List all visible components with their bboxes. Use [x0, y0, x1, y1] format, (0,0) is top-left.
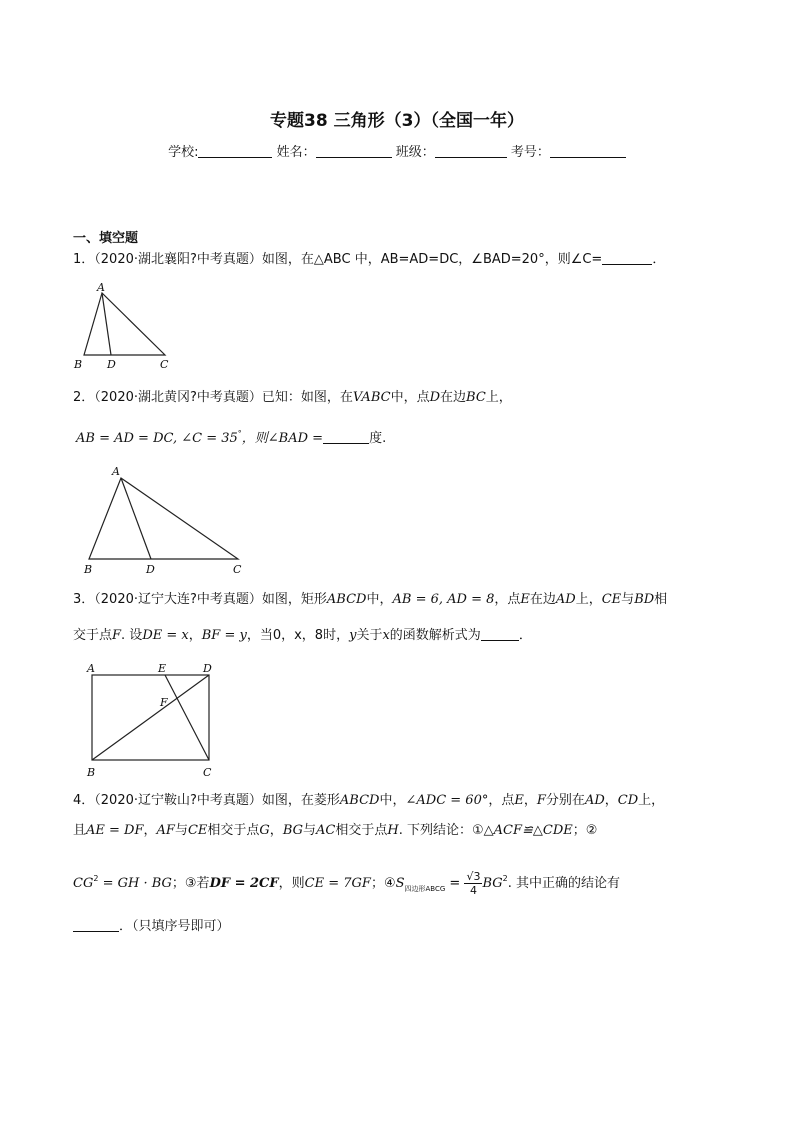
- q3-answer-blank[interactable]: [481, 628, 519, 641]
- exam-number-label: 考号：: [510, 145, 550, 160]
- q1-triangle-abc: [84, 293, 165, 355]
- q4-fraction: $\frac{√3}{4}$: [466, 870, 481, 897]
- q1-segment-ad: [102, 293, 111, 355]
- q3-label-a: A: [87, 662, 95, 675]
- q2-triangle-figure: [80, 463, 250, 579]
- q2-triangle-abc: [89, 478, 238, 559]
- question-4-line-3: $CG^2$ = GH · BG；③若DF = 2CF，则CE = 7GF；$④S_{四边形ABCG}$ = $\frac{√3}{4}$ $BG^2$. 其中正确的结论有: [73, 870, 621, 897]
- q2-label-a: A: [112, 465, 120, 478]
- question-2-line-1: 2．（2020·湖北黄冈?中考真题）已知：如图，在VABC中，点D在边BC上，: [73, 390, 512, 405]
- name-label: 姓名：: [276, 145, 316, 160]
- name-blank[interactable]: [316, 145, 392, 158]
- question-4-line-2: 且AE = DF，AF与CE相交于点G，BG与AC相交于点H. 下列结论：①△ACF≌△CDE；②: [73, 823, 598, 838]
- question-4-line-1: 4．（2020·辽宁鞍山?中考真题）如图，在菱形ABCD中，∠ADC = 60°，点E，F分别在AD，CD上，: [73, 793, 665, 808]
- q2-label-d: D: [146, 563, 155, 576]
- question-3-line-1: 3．（2020·辽宁大连?中考真题）如图，矩形ABCD中，AB = 6, AD = 8，点E在边AD上，CE与BD相: [73, 592, 668, 607]
- question-3-line-2: 交于点F. 设DE = x，BF = y，当0，x，8时，y关于x的函数解析式为 ．: [73, 628, 532, 643]
- q3-label-b: B: [87, 766, 96, 779]
- q2-label-b: B: [84, 563, 93, 576]
- q3-label-e: E: [158, 662, 167, 675]
- q2-answer-blank[interactable]: [323, 431, 369, 444]
- q1-label-b: B: [74, 358, 83, 371]
- student-info-line: [0, 141, 794, 160]
- q1-triangle-figure: [70, 281, 180, 373]
- q1-number: 1．: [73, 252, 95, 267]
- q3-given: AB = 6, AD = 8: [392, 592, 495, 607]
- q2-source: （2020·湖北黄冈?中考真题）: [94, 390, 262, 405]
- class-label: 班级：: [395, 145, 435, 160]
- q2-number: 2．: [73, 390, 95, 405]
- q3-label-c: C: [203, 766, 212, 779]
- q3-label-f: F: [160, 696, 168, 709]
- school-label: 学校:: [168, 145, 199, 160]
- q1-label-d: D: [107, 358, 116, 371]
- q1-answer-blank[interactable]: [602, 252, 652, 265]
- q3-rectangle-figure: [82, 660, 222, 780]
- q2-segment-ad: [121, 478, 151, 559]
- question-1: 1．（2020·湖北襄阳?中考真题）如图，在△ABC 中，AB=AD=DC，∠BAD=20°，则∠C= ．: [73, 252, 666, 267]
- q1-label-a: A: [97, 281, 105, 294]
- q4-answer-blank[interactable]: [73, 919, 119, 932]
- q3-number: 3．: [73, 592, 95, 607]
- q1-label-c: C: [160, 358, 169, 371]
- q2-triangle-abc: VABC: [352, 390, 391, 405]
- q3-label-d: D: [203, 662, 212, 675]
- q1-source: （2020·湖北襄阳?中考真题）: [94, 252, 262, 267]
- exam-number-blank[interactable]: [550, 145, 626, 158]
- section-title: 一、填空题: [73, 231, 139, 246]
- question-2-line-2: AB = AD = DC, ∠C = 35°，则∠BAD = 度.: [76, 429, 387, 446]
- q4-source: （2020·辽宁鞍山?中考真题）: [94, 793, 262, 808]
- q3-diagonal-bd: [92, 675, 209, 760]
- q4-number: 4．: [73, 793, 95, 808]
- q3-segment-ce: [165, 675, 209, 760]
- question-4-line-4: ．（只填序号即可）: [73, 918, 230, 936]
- page-title: 专题38 三角形（3）（全国一年）: [270, 111, 524, 131]
- school-blank[interactable]: [198, 145, 272, 158]
- q2-formula: AB = AD = DC, ∠C = 35: [76, 431, 238, 446]
- q1-text: 如图，在△ABC 中，AB=AD=DC，∠BAD=20°，则∠C=: [261, 252, 603, 267]
- q3-source: （2020·辽宁大连?中考真题）: [94, 592, 262, 607]
- class-blank[interactable]: [435, 145, 507, 158]
- q2-label-c: C: [233, 563, 242, 576]
